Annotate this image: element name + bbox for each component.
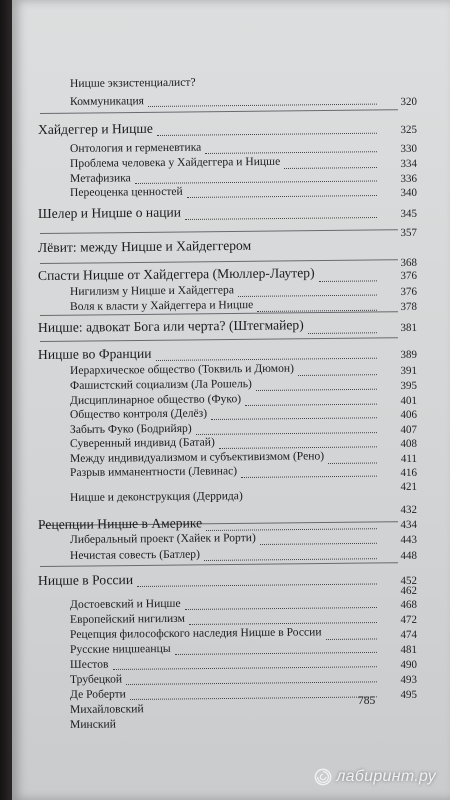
toc-section-title: Иерархическое общество (Токвиль и Дюмон)	[69, 361, 294, 377]
toc-page-number: 320	[400, 95, 418, 108]
toc-page-number: 368	[400, 256, 418, 269]
page-number: 785	[358, 695, 376, 707]
toc-page-number: 472	[400, 613, 418, 626]
toc-section-title: Разрыв имманентности (Левинас)	[69, 464, 238, 479]
toc-leader-dots	[284, 167, 377, 169]
toc-section-title: Переоценка ценностей	[69, 184, 183, 199]
toc-page-number: 357	[400, 226, 418, 239]
section-divider	[40, 259, 398, 264]
toc-section-title: Забыть Фуко (Бодрийяр)	[69, 421, 192, 436]
toc-page-number: 395	[400, 379, 418, 392]
toc-chapter-title: Лёвит: между Ницше и Хайдеггером	[37, 237, 252, 255]
toc-section-title: Между индивидуализмом и субъективизмом (Рено)	[69, 449, 325, 465]
toc-leader-dots	[241, 476, 377, 478]
toc-leader-dots	[157, 133, 377, 136]
toc-section-title: Коммуникация	[69, 94, 145, 108]
toc-page-number: 336	[400, 172, 418, 185]
book-page	[12, 0, 450, 800]
toc-leader-dots	[185, 607, 377, 610]
toc-section-title: Онтология и герменевтика	[69, 140, 202, 155]
toc-leader-dots	[326, 638, 377, 640]
table-of-contents	[12, 0, 450, 800]
toc-page-number: 493	[400, 673, 418, 686]
toc-page-number: 452	[400, 574, 418, 587]
toc-leader-dots	[135, 180, 377, 184]
toc-section-title: Европейский нигилизм	[69, 611, 185, 626]
toc-page-number: 406	[400, 408, 418, 421]
toc-section-title: Русские ницшеанцы	[69, 641, 171, 656]
toc-page-number: 411	[400, 452, 418, 465]
toc-leader-dots	[148, 104, 377, 107]
toc-chapter-title: Шелер и Ницше о нации	[37, 204, 182, 221]
toc-page-number: 340	[400, 186, 418, 199]
toc-leader-dots	[185, 217, 377, 220]
toc-section-title: Ницше экзистенциалист?	[69, 75, 196, 90]
watermark	[314, 768, 436, 786]
toc-leader-dots	[319, 280, 377, 282]
toc-chapter-title: Ницше во Франции	[37, 345, 152, 362]
toc-leader-dots	[187, 195, 377, 198]
toc-section-title: Шестов	[69, 657, 109, 671]
toc-leader-dots	[308, 332, 377, 334]
toc-page-number: 391	[400, 364, 418, 377]
toc-section-title: Ницше и деконструкция (Деррида)	[69, 489, 243, 504]
toc-section-title: Проблема человека у Хайдеггера и Ницше	[69, 154, 281, 170]
toc-leader-dots	[156, 358, 377, 361]
toc-leader-dots	[175, 652, 377, 655]
toc-page-number: 325	[400, 123, 418, 136]
toc-section-title: Воля к власти у Хайдеггера и Ницше	[69, 298, 254, 313]
toc-page-number: 432	[400, 503, 418, 516]
toc-page-number: 401	[400, 394, 418, 407]
toc-leader-dots	[260, 543, 377, 545]
toc-leader-dots	[238, 295, 377, 297]
toc-page-number: 381	[400, 321, 418, 334]
toc-leader-dots	[298, 374, 377, 376]
toc-page-number: 376	[400, 269, 418, 282]
toc-section-title: Дисциплинарное общество (Фуко)	[69, 392, 242, 407]
toc-page-number: 462	[400, 584, 418, 597]
toc-leader-dots	[256, 389, 377, 391]
section-divider	[40, 337, 398, 342]
toc-section-title: Достоевский и Ницше	[69, 596, 181, 611]
toc-leader-dots	[189, 622, 377, 625]
toc-page-number: 416	[400, 466, 418, 479]
toc-section-title: Либеральный проект (Хайек и Рорти)	[69, 531, 256, 546]
toc-page-number: 389	[400, 348, 418, 361]
toc-section-title: Минский	[69, 717, 116, 731]
section-divider	[40, 562, 398, 567]
section-divider	[40, 229, 398, 234]
toc-leader-dots	[130, 696, 377, 700]
toc-chapter-title: Ницше в России	[37, 572, 134, 588]
toc-page-number: 448	[400, 549, 418, 562]
toc-leader-dots	[205, 151, 377, 154]
toc-section-title: Нигилизм у Ницше и Хайдеггера	[69, 283, 235, 298]
book-binding	[0, 0, 12, 800]
toc-chapter-title: Хайдеггер и Ницше	[37, 120, 153, 137]
toc-page-number: 443	[400, 533, 418, 546]
toc-page-number: 330	[400, 142, 418, 155]
toc-section-title: Общество контроля (Делёз)	[69, 406, 208, 421]
toc-section-title: Михайловский	[69, 702, 144, 716]
section-divider	[40, 109, 398, 114]
toc-page-number: 407	[400, 423, 418, 436]
toc-leader-dots	[196, 432, 377, 435]
toc-section-title: Метафизика	[69, 171, 131, 185]
toc-section-title: Фашистский социализм (Ла Рошель)	[69, 377, 252, 392]
toc-section-title: Трубецкой	[69, 672, 123, 686]
toc-leader-dots	[113, 666, 377, 670]
maze-logo-icon	[314, 768, 332, 786]
toc-page-number: 378	[400, 300, 418, 313]
toc-chapter-title: Ницше: адвокат Бога или черта? (Штегмайер)	[37, 317, 304, 335]
toc-page-number: 408	[400, 437, 418, 450]
toc-page-number: 376	[400, 285, 418, 298]
toc-page-number: 345	[400, 207, 418, 220]
toc-section-title: Нечистая совесть (Батлер)	[69, 547, 200, 562]
toc-leader-dots	[328, 462, 377, 464]
toc-chapter-title: Спасти Ницше от Хайдеггера (Мюллер-Лаутер)	[37, 265, 315, 283]
toc-section-title: Рецепция философского наследия Ницше в России	[69, 625, 322, 641]
toc-leader-dots	[245, 404, 377, 406]
toc-section-title: Суверенный индивид (Батай)	[69, 435, 215, 450]
toc-leader-dots	[211, 417, 377, 420]
toc-page-number: 495	[400, 688, 418, 701]
toc-page-number: 490	[400, 658, 418, 671]
toc-leader-dots	[126, 681, 377, 685]
toc-page-number: 481	[400, 643, 418, 656]
toc-leader-dots	[204, 558, 377, 561]
watermark-text: лабиринт.ру	[336, 768, 436, 785]
toc-leader-dots	[137, 583, 377, 587]
toc-page-number: 474	[400, 628, 418, 641]
toc-page-number: 334	[400, 157, 418, 170]
toc-page-number: 421	[400, 480, 418, 493]
toc-leader-dots	[219, 446, 377, 449]
toc-chapter-title: Рецепции Ницше в Америке	[37, 515, 203, 532]
toc-page-number: 468	[400, 598, 418, 611]
toc-section-title: Де Роберти	[69, 687, 126, 701]
toc-page-number: 434	[400, 518, 418, 531]
